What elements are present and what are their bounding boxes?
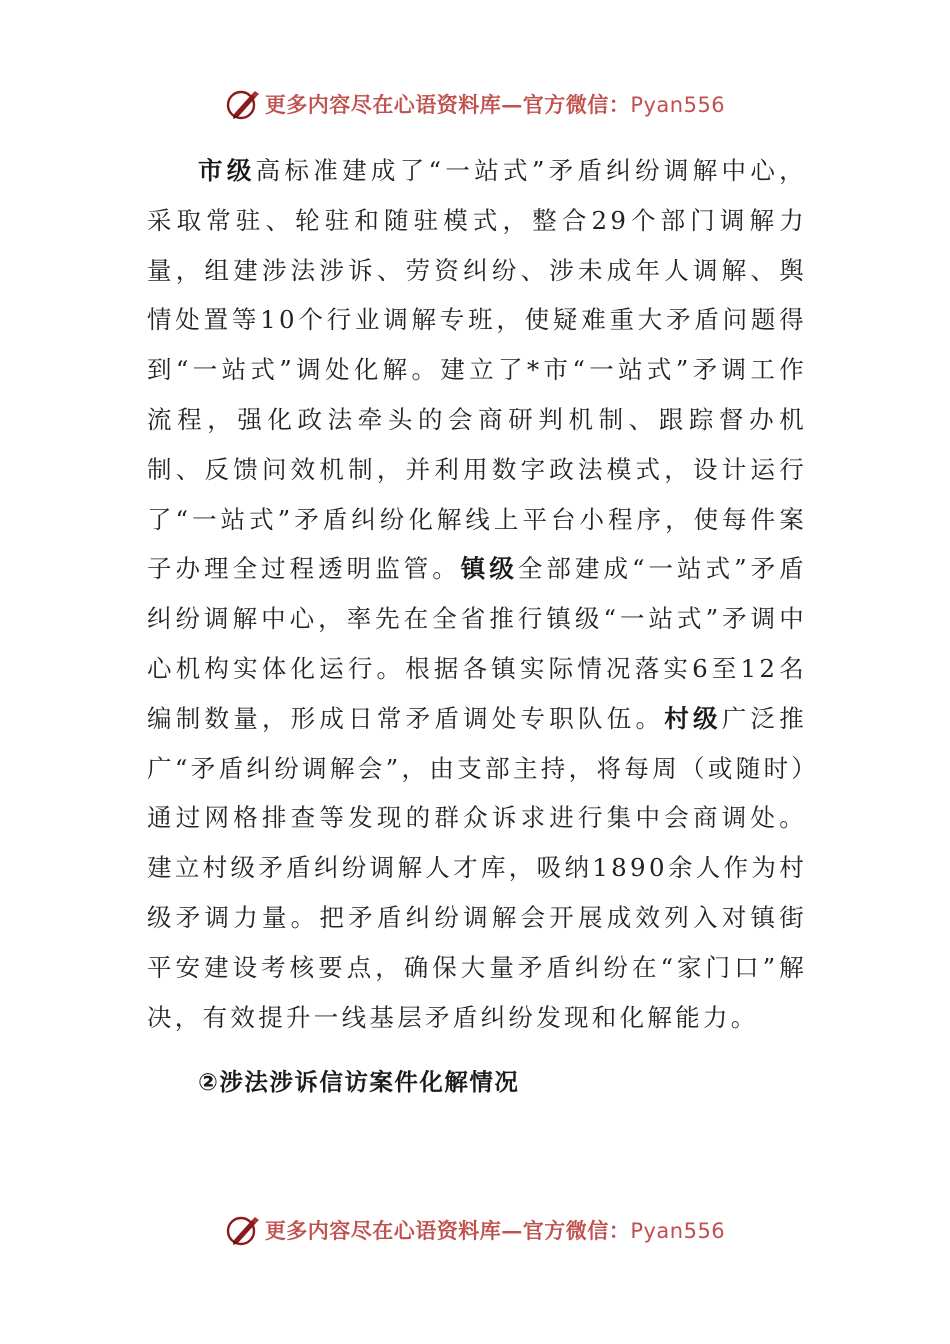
watermark-text: 更多内容尽在心语资料库—官方微信：Pyan556 bbox=[264, 1218, 726, 1243]
keyword-city-level: 市级 bbox=[198, 156, 256, 185]
watermark-header bbox=[0, 84, 950, 124]
text-city-level: 高标准建成了“一站式”矛盾纠纷调解中心，采取常驻、轮驻和随驻模式，整合29个部门调解力量，组建涉法涉诉、劳资纠纷、涉未成年人调解、舆情处置等10个行业调解专班，使疑难重大矛盾问题得到“一站式”调处化解。建立了*市“一站式”矛调工作流程，强化政法牵头的会商研判机制、跟踪督办机制、反馈问效机制，并利用数字政法模式，设计运行了“一站式”矛盾纠纷化解线上平台小程序，使每件案子办理全过程透明监管。 bbox=[147, 156, 807, 584]
pen-logo-icon bbox=[225, 1212, 261, 1248]
text-village-level: 广泛推广“矛盾纠纷调解会”，由支部主持，将每周（或随时）通过网格排查等发现的群众诉求进行集中会商调处。建立村级矛盾纠纷调解人才库，吸纳1890余人作为村级矛调力量。把矛盾纠纷调解会开展成效列入对镇街平安建设考核要点，确保大量矛盾纠纷在“家门口”解决，有效提升一线基层矛盾纠纷发现和化解能力。 bbox=[147, 703, 807, 1032]
watermark-text: 更多内容尽在心语资料库—官方微信：Pyan556 bbox=[264, 92, 726, 117]
section-heading: ②涉法涉诉信访案件化解情况 bbox=[198, 1068, 520, 1097]
document-body bbox=[147, 146, 807, 1104]
keyword-village-level: 村级 bbox=[664, 703, 722, 733]
keyword-town-level: 镇级 bbox=[460, 554, 518, 584]
text-town-level: 全部建成“一站式”矛盾纠纷调解中心，率先在全省推行镇级“一站式”矛调中心机构实体化运行。根据各镇实际情况落实6至12名编制数量，形成日常矛盾调处专职队伍。 bbox=[147, 554, 807, 733]
pen-logo-icon bbox=[225, 86, 261, 122]
watermark-footer bbox=[0, 1210, 950, 1250]
body-paragraph bbox=[147, 146, 807, 1042]
